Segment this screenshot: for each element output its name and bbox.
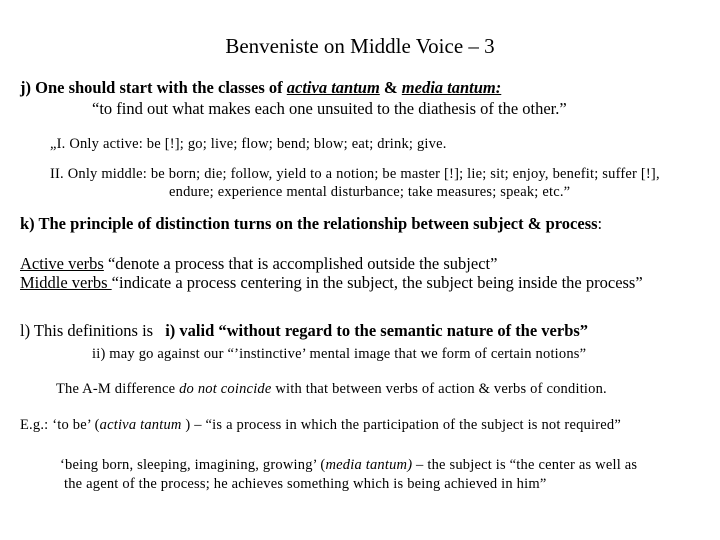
middle-verbs-label: Middle verbs bbox=[20, 273, 112, 292]
media-tantum-term: media tantum: bbox=[401, 78, 502, 97]
section-l-lead: l) This definitions is bbox=[20, 321, 158, 340]
section-l-heading bbox=[20, 321, 588, 341]
only-active-list: „I. Only active: be [!]; go; live; flow; bend; blow; eat; drink; give. bbox=[50, 136, 447, 152]
activa-tantum-term: activa tantum bbox=[286, 78, 380, 97]
page-title: Benveniste on Middle Voice – 3 bbox=[225, 34, 495, 58]
valid-point: i) valid “without regard to the semantic nature of the verbs” bbox=[165, 321, 589, 340]
section-j-heading bbox=[20, 78, 501, 98]
only-middle-list-line1: II. Only middle: be born; die; follow, yield to a notion; be master [!]; lie; sit; enjoy, benefit; suffer [!], bbox=[50, 166, 660, 182]
being-born-pre: ‘being born, sleeping, imagining, growing’ ( bbox=[60, 457, 326, 473]
example-to-be-line bbox=[20, 417, 621, 434]
am-difference-emphasis: do not coincide bbox=[179, 381, 272, 397]
active-verbs-text: “denote a process that is accomplished outside the subject” bbox=[103, 254, 498, 273]
middle-verbs-definition bbox=[20, 273, 643, 293]
section-k-text: k) The principle of distinction turns on the relationship between subject & process bbox=[20, 214, 598, 233]
section-k-heading bbox=[20, 214, 602, 234]
being-born-media-tantum: media tantum) bbox=[325, 457, 413, 473]
section-j-quote: “to find out what makes each one unsuited to the diathesis of the other.” bbox=[92, 99, 567, 118]
middle-verbs-text: “indicate a process centering in the subject, the subject being inside the process” bbox=[111, 273, 643, 292]
ampersand: & bbox=[379, 78, 402, 97]
active-verbs-definition bbox=[20, 254, 497, 274]
only-middle-list-line2: endure; experience mental disturbance; take measures; speak; etc.” bbox=[169, 184, 571, 200]
am-difference-pre: The A-M difference bbox=[56, 381, 180, 397]
section-j-lead: j) One should start with the classes of bbox=[20, 78, 287, 97]
being-born-line1 bbox=[60, 457, 637, 474]
example-activa-tantum: activa tantum bbox=[99, 417, 182, 433]
being-born-line2: the agent of the process; he achieves something which is being achieved in him” bbox=[64, 476, 547, 492]
being-born-post: – the subject is “the center as well as bbox=[412, 457, 638, 473]
example-post: ) – “is a process in which the participation of the subject is not required” bbox=[181, 417, 621, 433]
instinctive-point: ii) may go against our “’instinctive’ mental image that we form of certain notions” bbox=[92, 346, 587, 362]
am-difference-post: with that between verbs of action & verbs of condition. bbox=[271, 381, 607, 397]
active-verbs-label: Active verbs bbox=[20, 254, 104, 273]
am-difference-line bbox=[56, 381, 607, 398]
example-pre: E.g.: ‘to be’ ( bbox=[20, 417, 100, 433]
section-k-colon: : bbox=[597, 214, 603, 233]
